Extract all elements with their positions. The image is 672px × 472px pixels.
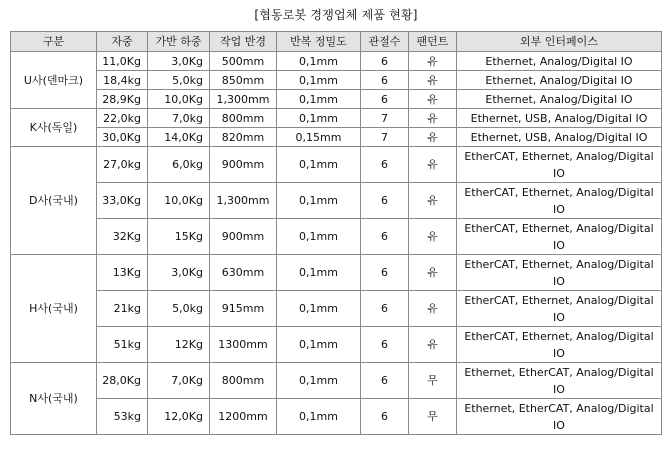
- header-weight: 자중: [97, 32, 148, 52]
- table-row: [11, 183, 662, 219]
- weight-cell: 33,0Kg: [97, 183, 148, 219]
- payload-cell: 12Kg: [148, 327, 210, 363]
- weight-cell: 18,4kg: [97, 71, 148, 90]
- reach-cell: 800mm: [210, 363, 277, 399]
- joints-cell: 7: [361, 109, 409, 128]
- precision-cell: 0,1mm: [277, 109, 361, 128]
- reach-cell: 820mm: [210, 128, 277, 147]
- weight-cell: 53kg: [97, 399, 148, 435]
- header-precision: 반복 정밀도: [277, 32, 361, 52]
- interface-cell: EtherCAT, Ethernet, Analog/Digital IO: [457, 291, 662, 327]
- header-pendant: 팬던트: [409, 32, 457, 52]
- reach-cell: 800mm: [210, 109, 277, 128]
- payload-cell: 10,0Kg: [148, 90, 210, 109]
- weight-cell: 28,9Kg: [97, 90, 148, 109]
- pendant-cell: 유: [409, 52, 457, 71]
- joints-cell: 6: [361, 291, 409, 327]
- joints-cell: 6: [361, 327, 409, 363]
- table-row: [11, 71, 662, 90]
- precision-cell: 0,1mm: [277, 219, 361, 255]
- table-row: [11, 109, 662, 128]
- interface-cell: Ethernet, USB, Analog/Digital IO: [457, 128, 662, 147]
- precision-cell: 0,1mm: [277, 71, 361, 90]
- payload-cell: 6,0kg: [148, 147, 210, 183]
- pendant-cell: 무: [409, 363, 457, 399]
- payload-cell: 3,0Kg: [148, 255, 210, 291]
- pendant-cell: 유: [409, 327, 457, 363]
- precision-cell: 0,1mm: [277, 363, 361, 399]
- reach-cell: 630mm: [210, 255, 277, 291]
- interface-cell: Ethernet, EtherCAT, Analog/Digital IO: [457, 399, 662, 435]
- company-name: N사(국내): [11, 363, 97, 435]
- reach-cell: 850mm: [210, 71, 277, 90]
- competitor-product-table: [10, 31, 662, 435]
- pendant-cell: 유: [409, 183, 457, 219]
- weight-cell: 28,0Kg: [97, 363, 148, 399]
- interface-cell: EtherCAT, Ethernet, Analog/Digital IO: [457, 219, 662, 255]
- payload-cell: 10,0Kg: [148, 183, 210, 219]
- joints-cell: 6: [361, 52, 409, 71]
- reach-cell: 500mm: [210, 52, 277, 71]
- joints-cell: 6: [361, 183, 409, 219]
- payload-cell: 5,0kg: [148, 291, 210, 327]
- table-row: [11, 255, 662, 291]
- pendant-cell: 유: [409, 71, 457, 90]
- company-name: U사(덴마크): [11, 52, 97, 109]
- payload-cell: 7,0kg: [148, 109, 210, 128]
- joints-cell: 6: [361, 399, 409, 435]
- pendant-cell: 무: [409, 399, 457, 435]
- interface-cell: Ethernet, Analog/Digital IO: [457, 90, 662, 109]
- interface-cell: Ethernet, EtherCAT, Analog/Digital IO: [457, 363, 662, 399]
- pendant-cell: 유: [409, 219, 457, 255]
- interface-cell: EtherCAT, Ethernet, Analog/Digital IO: [457, 255, 662, 291]
- pendant-cell: 유: [409, 128, 457, 147]
- reach-cell: 1200mm: [210, 399, 277, 435]
- joints-cell: 6: [361, 363, 409, 399]
- company-name: D사(국내): [11, 147, 97, 255]
- header-payload: 가반 하중: [148, 32, 210, 52]
- joints-cell: 6: [361, 255, 409, 291]
- table-row: [11, 399, 662, 435]
- payload-cell: 14,0Kg: [148, 128, 210, 147]
- precision-cell: 0,1mm: [277, 327, 361, 363]
- table-row: [11, 90, 662, 109]
- interface-cell: EtherCAT, Ethernet, Analog/Digital IO: [457, 183, 662, 219]
- joints-cell: 7: [361, 128, 409, 147]
- company-name: K사(독일): [11, 109, 97, 147]
- header-category: 구분: [11, 32, 97, 52]
- joints-cell: 6: [361, 147, 409, 183]
- reach-cell: 900mm: [210, 219, 277, 255]
- weight-cell: 21kg: [97, 291, 148, 327]
- table-row: [11, 219, 662, 255]
- payload-cell: 7,0Kg: [148, 363, 210, 399]
- payload-cell: 5,0kg: [148, 71, 210, 90]
- precision-cell: 0,1mm: [277, 291, 361, 327]
- table-row: [11, 128, 662, 147]
- header-interface: 외부 인터페이스: [457, 32, 662, 52]
- weight-cell: 13Kg: [97, 255, 148, 291]
- interface-cell: Ethernet, USB, Analog/Digital IO: [457, 109, 662, 128]
- precision-cell: 0,1mm: [277, 255, 361, 291]
- table-row: [11, 291, 662, 327]
- reach-cell: 1,300mm: [210, 90, 277, 109]
- precision-cell: 0,1mm: [277, 183, 361, 219]
- weight-cell: 32Kg: [97, 219, 148, 255]
- pendant-cell: 유: [409, 291, 457, 327]
- joints-cell: 6: [361, 71, 409, 90]
- header-row: [11, 32, 662, 52]
- pendant-cell: 유: [409, 90, 457, 109]
- weight-cell: 27,0kg: [97, 147, 148, 183]
- table-row: [11, 147, 662, 183]
- interface-cell: EtherCAT, Ethernet, Analog/Digital IO: [457, 147, 662, 183]
- precision-cell: 0,1mm: [277, 147, 361, 183]
- joints-cell: 6: [361, 219, 409, 255]
- payload-cell: 12,0Kg: [148, 399, 210, 435]
- precision-cell: 0,15mm: [277, 128, 361, 147]
- interface-cell: Ethernet, Analog/Digital IO: [457, 52, 662, 71]
- table-row: [11, 363, 662, 399]
- header-reach: 작업 반경: [210, 32, 277, 52]
- pendant-cell: 유: [409, 109, 457, 128]
- reach-cell: 900mm: [210, 147, 277, 183]
- company-name: H사(국내): [11, 255, 97, 363]
- weight-cell: 11,0Kg: [97, 52, 148, 71]
- table-row: [11, 52, 662, 71]
- precision-cell: 0,1mm: [277, 399, 361, 435]
- payload-cell: 15Kg: [148, 219, 210, 255]
- pendant-cell: 유: [409, 255, 457, 291]
- weight-cell: 30,0Kg: [97, 128, 148, 147]
- payload-cell: 3,0Kg: [148, 52, 210, 71]
- pendant-cell: 유: [409, 147, 457, 183]
- header-joints: 관절수: [361, 32, 409, 52]
- weight-cell: 22,0kg: [97, 109, 148, 128]
- document-title: [협동로봇 경쟁업체 제품 현황]: [254, 8, 418, 22]
- reach-cell: 1,300mm: [210, 183, 277, 219]
- interface-cell: Ethernet, Analog/Digital IO: [457, 71, 662, 90]
- table-row: [11, 327, 662, 363]
- reach-cell: 915mm: [210, 291, 277, 327]
- precision-cell: 0,1mm: [277, 90, 361, 109]
- interface-cell: EtherCAT, Ethernet, Analog/Digital IO: [457, 327, 662, 363]
- reach-cell: 1300mm: [210, 327, 277, 363]
- precision-cell: 0,1mm: [277, 52, 361, 71]
- joints-cell: 6: [361, 90, 409, 109]
- weight-cell: 51kg: [97, 327, 148, 363]
